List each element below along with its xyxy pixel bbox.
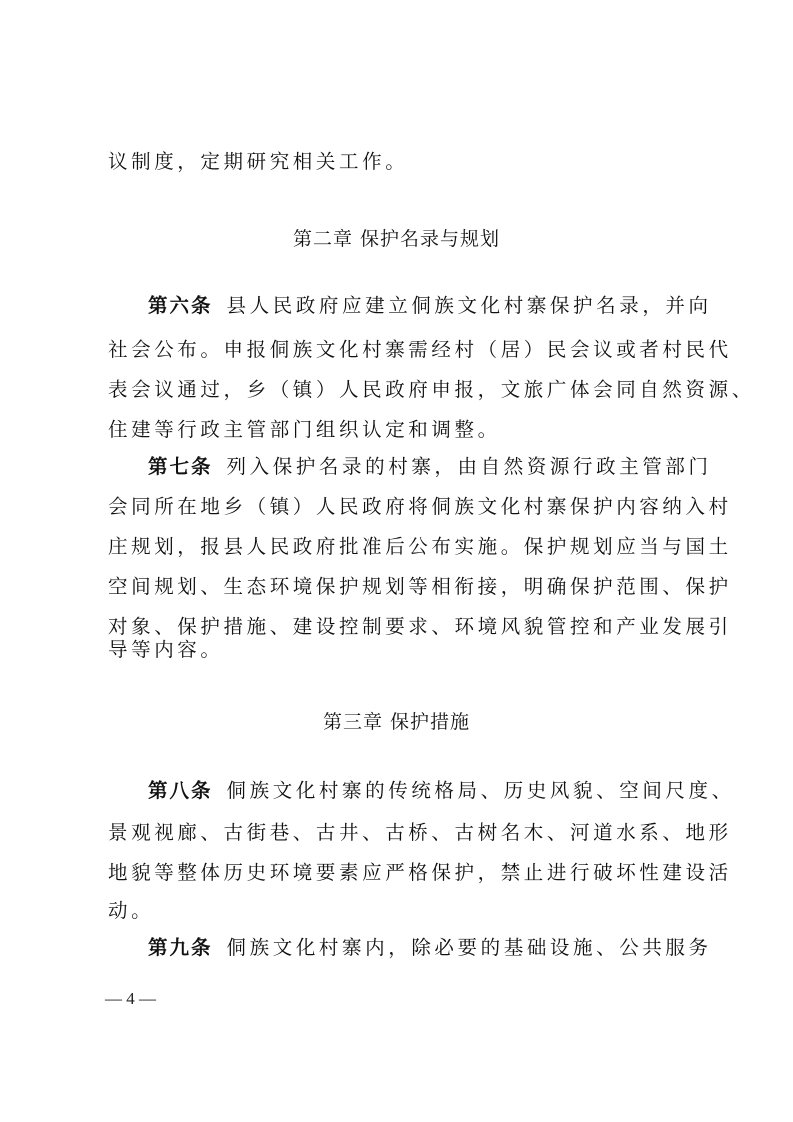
article-8-text: 侗族文化村寨的传统格局、历史风貌、空间尺度、 [226,779,735,802]
article-7-first-line [148,449,712,485]
article-9-text: 侗族文化村寨内，除必要的基础设施、公共服务 [226,936,712,959]
article-7-line: 导等内容。 [108,638,224,661]
article-7-line: 会同所在地乡（镇）人民政府将侗族文化村寨保护内容纳入村 [108,495,732,518]
article-8-line: 地貌等整体历史环境要素应严格保护，禁止进行破坏性建设活 [108,861,732,884]
article-8-label: 第八条 [148,779,213,802]
chapter-2-heading: 第二章 保护名录与规划 [292,228,501,250]
article-8-first-line [148,773,735,809]
page-number: — 4 — [105,989,156,1008]
chapter-3-heading: 第三章 保护措施 [322,711,471,733]
article-9-first-line [148,930,712,966]
article-6-line: 表会议通过，乡（镇）人民政府申报，文旅广体会同自然资源、 [108,378,755,401]
article-6-line: 社会公布。申报侗族文化村寨需经村（居）民会议或者村民代 [108,338,732,361]
intro-line: 议制度，定期研究相关工作。 [108,150,409,173]
article-8-line: 动。 [108,899,155,922]
article-7-line: 庄规划，报县人民政府批准后公布实施。保护规划应当与国土 [108,535,732,558]
article-7-line: 对象、保护措施、建设控制要求、环境风貌管控和产业发展引 [108,615,732,638]
article-7-text: 列入保护名录的村寨，由自然资源行政主管部门 [226,455,712,478]
article-9-label: 第九条 [148,936,213,959]
article-6-line: 住建等行政主管部门组织认定和调整。 [108,418,501,441]
article-7-label: 第七条 [148,455,213,478]
article-6-text: 县人民政府应建立侗族文化村寨保护名录，并向 [226,294,712,317]
article-8-line: 景观视廊、古街巷、古井、古桥、古树名木、河道水系、地形 [108,821,732,844]
article-7-line: 空间规划、生态环境保护规划等相衔接，明确保护范围、保护 [108,575,732,598]
article-6-first-line [148,288,712,324]
article-6-label: 第六条 [148,294,213,317]
